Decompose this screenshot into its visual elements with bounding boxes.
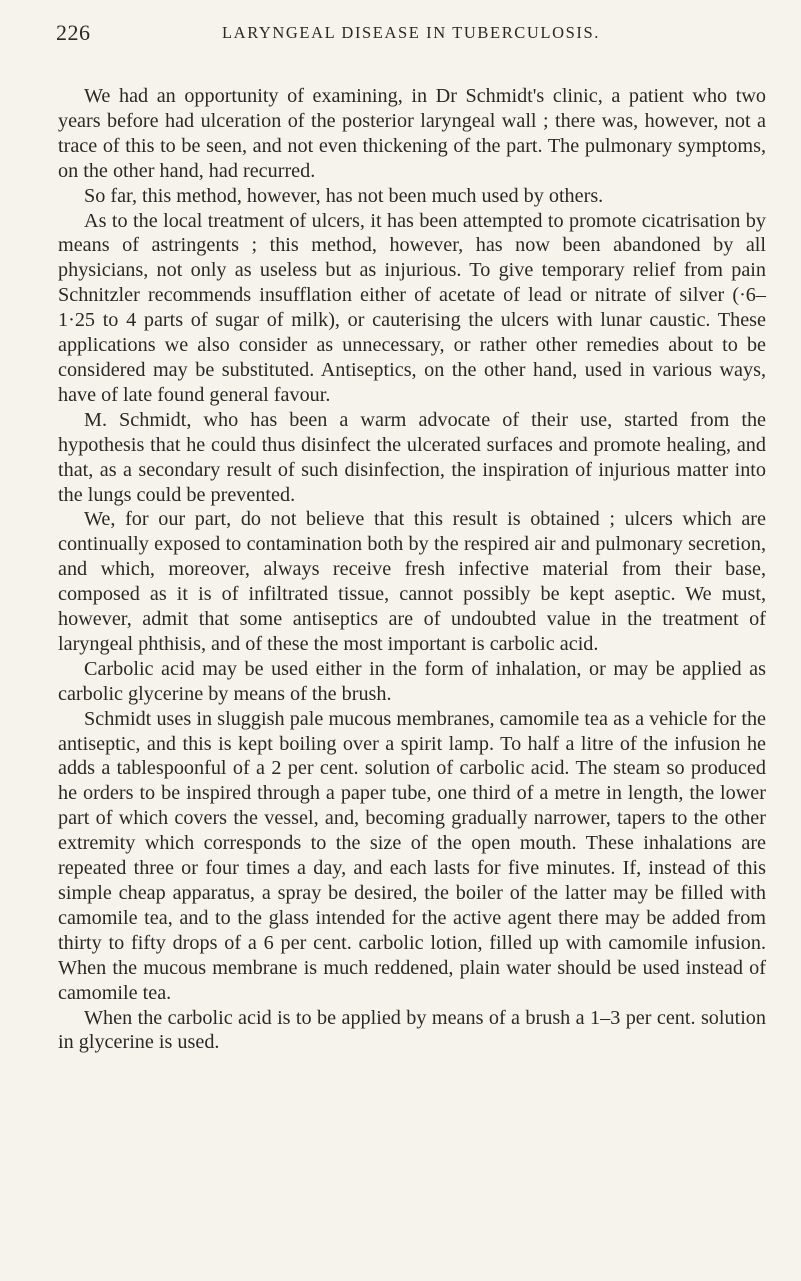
paragraph: Carbolic acid may be used either in the form of inhalation, or may be applied as carbolic glycerine by means of the brush. [58, 657, 766, 705]
page-number: 226 [56, 20, 91, 45]
running-head [56, 20, 766, 48]
paragraph: Schmidt uses in sluggish pale mucous membranes, camomile tea as a vehicle for the antiseptic, and this is kept boiling over a spirit lamp. To half a litre of the infusion he adds a tablespoonful of a 2 per cent. solution of carbolic acid. The steam so produced he orders to be inspired through a paper tube, one third of a metre in length, the lower part of which covers the vessel, and, becoming gradually narrower, tapers to the other extremity which corresponds to the size of the open mouth. These inhalations are repeated three or four times a day, and each lasts for five minutes. If, instead of this simple cheap apparatus, a spray be desired, the boiler of the latter may be filled with camomile tea, and to the glass intended for the active agent there may be added from thirty to fifty drops of a 6 per cent. carbolic lotion, filled up with camomile infusion. When the mucous membrane is much reddened, plain water should be used instead of camomile tea. [58, 707, 766, 1004]
paragraph: When the carbolic acid is to be applied by means of a brush a 1–3 per cent. solution in glycerine is used. [58, 1006, 766, 1054]
paragraph: So far, this method, however, has not been much used by others. [84, 184, 604, 207]
paragraph: We, for our part, do not believe that this result is obtained ; ulcers which are continually exposed to contamination both by the respired air and pulmonary secretion, and which, moreover, always receive fresh infective material from their base, composed as it is of infiltrated tissue, cannot possibly be kept aseptic. We must, however, admit that some antiseptics are of undoubted value in the treatment of laryngeal phthisis, and of these the most important is carbolic acid. [58, 508, 766, 655]
paragraph: As to the local treatment of ulcers, it has been attempted to promote cicatrisation by means of astringents ; this method, however, has now been abandoned by all physicians, not only as useless but as injurious. To give temporary relief from pain Schnitzler recommends insufflation either of acetate of lead or nitrate of silver (·6–1·25 to 4 parts of sugar of milk), or cauterising the ulcers with lunar caustic. These applications we also consider as unnecessary, or rather other remedies about to be considered may be substituted. Antiseptics, on the other hand, used in various ways, have of late found general favour. [58, 209, 766, 406]
paragraph: M. Schmidt, who has been a warm advocate of their use, started from the hypothesis that he could thus disinfect the ulcerated surfaces and promote healing, and that, as a secondary result of such disinfection, the inspiration of injurious matter into the lungs could be prevented. [58, 408, 766, 506]
paragraph: We had an opportunity of examining, in Dr Schmidt's clinic, a patient who two years before had ulceration of the posterior laryngeal wall ; there was, however, not a trace of this to be seen, and not even thickening of the part. The pulmonary symptoms, on the other hand, had recurred. [58, 85, 766, 182]
running-title: LARYNGEAL DISEASE IN TUBERCULOSIS. [222, 23, 600, 42]
body-text [58, 84, 766, 1055]
